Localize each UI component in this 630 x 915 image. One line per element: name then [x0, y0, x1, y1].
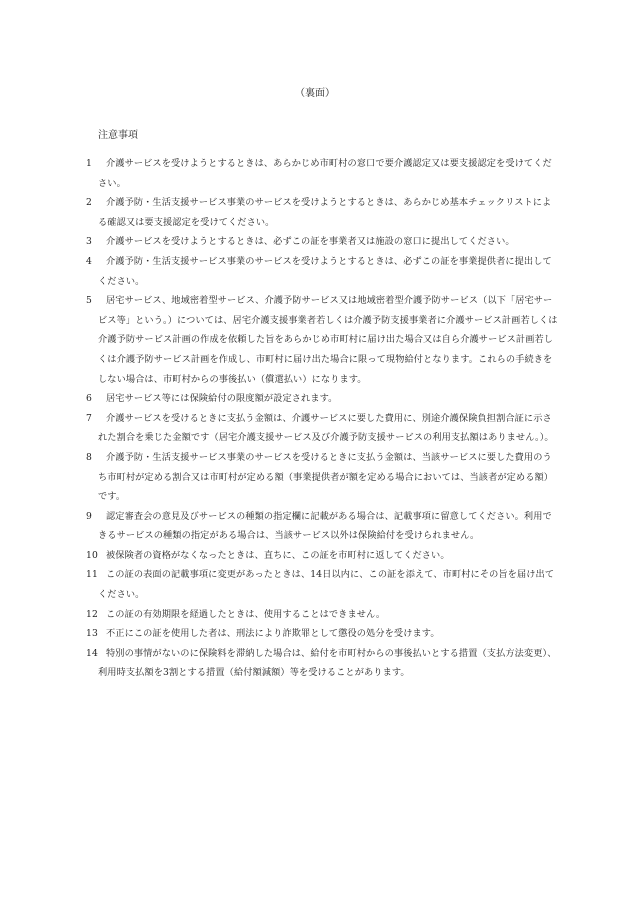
item-number: 11 [86, 569, 98, 581]
item-number: 7 [86, 412, 92, 424]
page-side-label: （裏面） [295, 88, 335, 99]
item-number: 8 [86, 451, 92, 463]
item-number: 13 [86, 628, 98, 640]
item-number: 5 [86, 295, 92, 307]
item-text: 介護サービスを受けるときに支払う金額は、介護サービスに要した費用に、別途介護保険負担割合証に示された割合を乗じた金額です（居宅介護支援サービス及び介護予防支援サービスの利用支払額はありません。）。 [98, 412, 554, 444]
list-item [86, 624, 558, 644]
item-text: 介護予防・生活支援サービス事業のサービスを受けようとするときは、必ずこの証を事業提供者に提出してください。 [98, 255, 552, 287]
item-number: 12 [86, 608, 98, 620]
notes-list [86, 154, 558, 683]
list-item [86, 389, 558, 409]
item-number: 14 [86, 647, 98, 659]
item-number: 10 [86, 549, 98, 561]
list-item [86, 154, 558, 193]
item-number: 2 [86, 197, 92, 209]
item-number: 3 [86, 236, 92, 248]
item-text: 認定審査会の意見及びサービスの種類の指定欄に記載がある場合は、記載事項に留意してください。利用できるサービスの種類の指定がある場合は、当該サービス以外は保険給付を受けられません。 [98, 510, 552, 542]
item-text: この証の有効期限を経過したときは、使用することはできません。 [106, 608, 386, 620]
list-item [86, 448, 558, 507]
list-item [86, 644, 558, 683]
list-item [86, 291, 558, 389]
item-text: 介護サービスを受けようとするときは、必ずこの証を事業者又は施設の窓口に提出してください。 [106, 236, 515, 248]
section-heading: 注意事項 [98, 130, 138, 141]
item-text: 居宅サービス、地域密着型サービス、介護予防サービス又は地域密着型介護予防サービス（以下「居宅サービス等」という。）については、居宅介護支援事業者若しくは介護予防支援事業者に介護サービス計画若しくは介護予防サービス計画の作成を依頼した旨をあらかじめ市町村に届け出た場合又は自ら介護サービス計画若しくは介護予防サービス計画を作成し、市町村に届け出た場合に限って現物給付となります。これらの手続きをしない場合は、市町村からの事後払い（償還払い）になります。 [98, 295, 558, 385]
item-text: 被保険者の資格がなくなったときは、直ちに、この証を市町村に返してください。 [106, 549, 450, 561]
item-number: 4 [86, 255, 92, 267]
list-item [86, 232, 558, 252]
item-text: 不正にこの証を使用した者は、刑法により詐欺罪として懲役の処分を受けます。 [106, 628, 440, 640]
item-text: この証の表面の記載事項に変更があったときは、14日以内に、この証を添えて、市町村にその旨を届け出てください。 [98, 569, 555, 601]
list-item [86, 507, 558, 546]
item-number: 6 [86, 393, 92, 405]
list-item [86, 409, 558, 448]
item-text: 居宅サービス等には保険給付の限度額が設定されます。 [106, 393, 338, 405]
list-item [86, 605, 558, 625]
item-text: 特別の事情がないのに保険料を滞納した場合は、給付を市町村からの事後払いとする措置（支払方法変更）、利用時支払額を3割とする措置（給付額減額）等を受けることがあります。 [98, 647, 557, 679]
item-text: 介護予防・生活支援サービス事業のサービスを受けるときに支払う金額は、当該サービスに要した費用のうち市町村が定める割合又は市町村が定める額（事業提供者が額を定める場合においては、当該者が定める額）です。 [98, 451, 554, 503]
list-item [86, 546, 558, 566]
item-text: 介護予防・生活支援サービス事業のサービスを受けようとするときは、あらかじめ基本チェックリストによる確認又は要支援認定を受けてください。 [98, 197, 552, 228]
item-number: 9 [86, 510, 92, 522]
list-item [86, 565, 558, 604]
item-number: 1 [86, 158, 92, 169]
list-item [86, 252, 558, 291]
list-item [86, 193, 558, 232]
item-text: 介護サービスを受けようとするときは、あらかじめ市町村の窓口で要介護認定又は要支援認定を受けてください。 [98, 158, 552, 189]
